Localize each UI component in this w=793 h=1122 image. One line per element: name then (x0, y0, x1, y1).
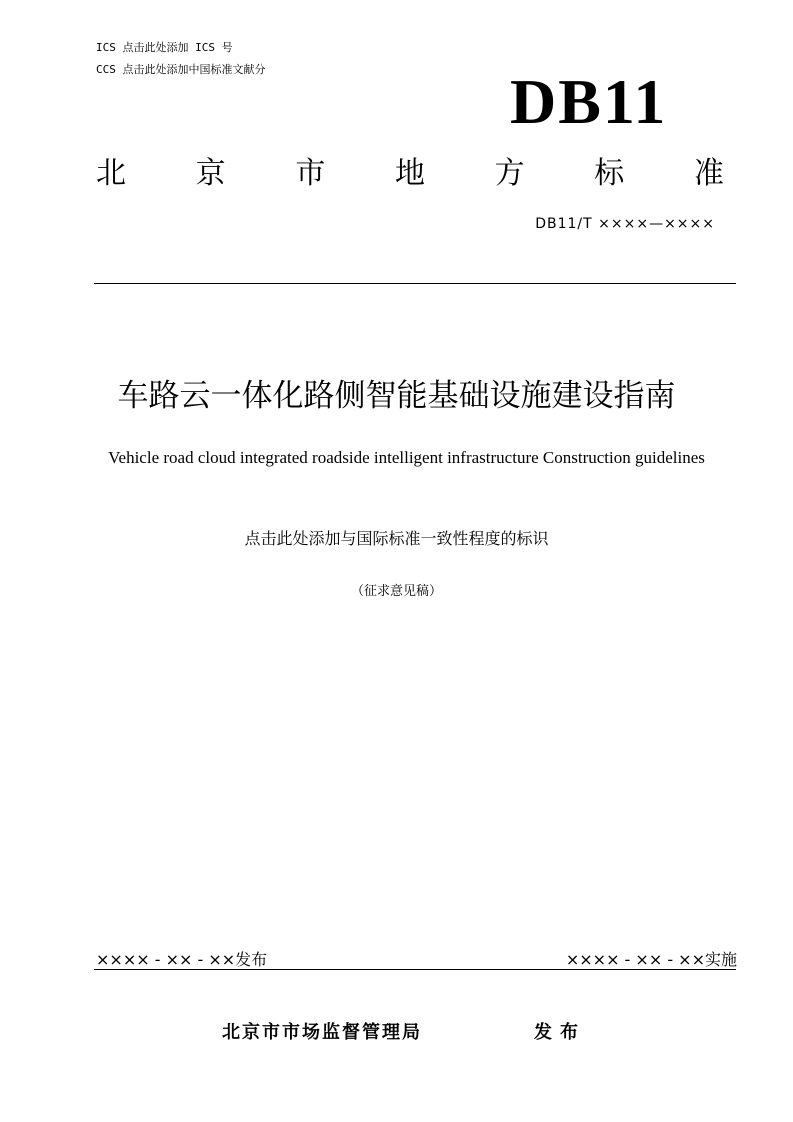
standard-type-char: 准 (693, 156, 724, 191)
document-title-english: Vehicle road cloud integrated roadside intelligent infrastructure Construction guidelines (108, 448, 705, 467)
standard-type-char: 方 (494, 156, 525, 191)
publish-label: 发布 (534, 1022, 586, 1043)
standard-type-char: 北 (96, 156, 126, 191)
top-divider (94, 283, 736, 284)
standard-number: DB11/T ××××—×××× (535, 216, 715, 232)
bottom-divider (94, 969, 736, 970)
standard-type-char: 市 (295, 156, 326, 191)
standard-type-char: 地 (394, 156, 425, 191)
standard-type-char: 京 (195, 156, 226, 191)
publisher-name: 北京市市场监督管理局 (222, 1022, 422, 1043)
standard-type-char: 标 (594, 156, 625, 191)
implementation-date: ×××× - ×× - ××实施 (565, 950, 737, 969)
standard-type-heading (96, 152, 724, 196)
issue-date: ×××× - ×× - ××发布 (96, 950, 268, 969)
ccs-code-line: CCS 点击此处添加中国标准文献分 (96, 63, 266, 76)
db11-logo: DB11 (510, 66, 668, 137)
ics-code-line: ICS 点击此处添加 ICS 号 (96, 41, 233, 54)
document-title-chinese: 车路云一体化路侧智能基础设施建设指南 (117, 378, 676, 414)
draft-status: （征求意见稿） (350, 584, 442, 599)
consistency-note: 点击此处添加与国际标准一致性程度的标识 (244, 529, 549, 548)
